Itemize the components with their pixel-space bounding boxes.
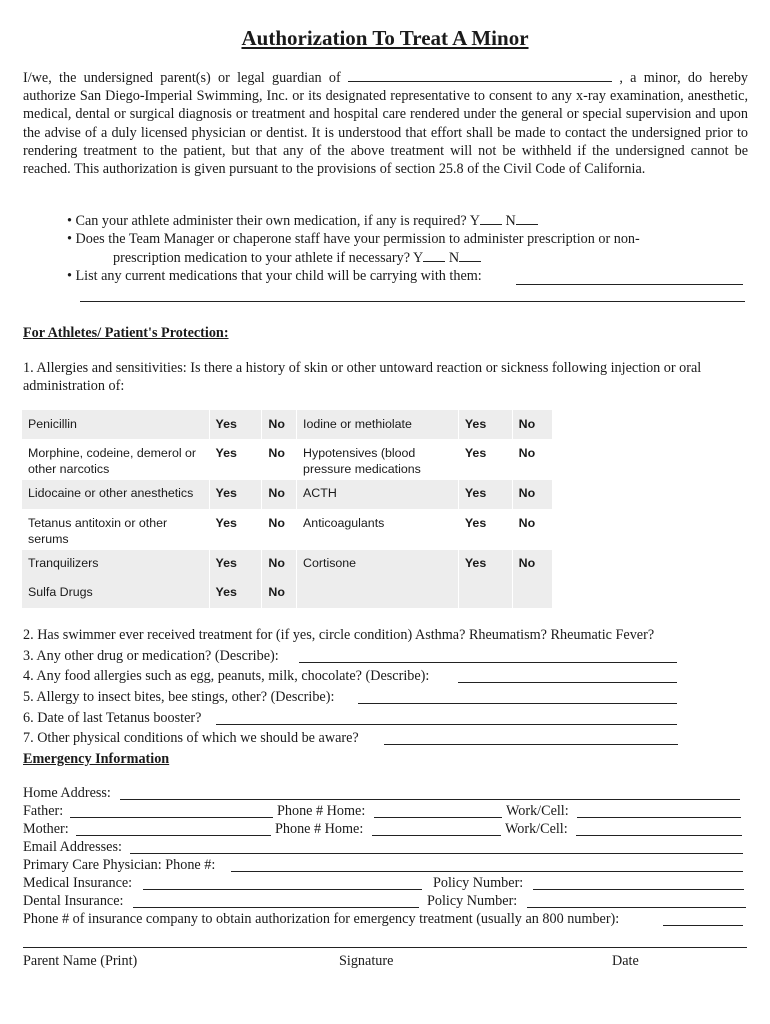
allergy-table	[22, 410, 553, 608]
date-label: Date	[612, 953, 639, 969]
yes-option[interactable]: Yes	[209, 439, 262, 480]
tetanus-field[interactable]	[216, 724, 677, 725]
yes-option[interactable]: Yes	[209, 410, 262, 439]
dental-insurance-field[interactable]	[133, 907, 419, 908]
father-phone-home-label: Phone # Home:	[277, 803, 366, 819]
physical-conditions-field[interactable]	[384, 744, 678, 745]
emergency-heading: Emergency Information	[23, 751, 170, 767]
table-row	[22, 439, 553, 480]
form-title: Authorization To Treat A Minor	[241, 26, 529, 50]
allergy-item: Penicillin	[22, 410, 209, 439]
signature-label: Signature	[339, 953, 394, 969]
no-option[interactable]: No	[262, 579, 297, 608]
no-option[interactable]: No	[262, 509, 297, 550]
no-option[interactable]: No	[262, 439, 297, 480]
bullet-self-medicate-no-label: N	[505, 213, 516, 229]
mother-work-cell-label: Work/Cell:	[505, 821, 568, 837]
bullet-self-medicate-question: Can your athlete administer their own medication, if any is required? Y	[75, 213, 480, 229]
no-option[interactable]: No	[262, 480, 297, 509]
email-label: Email Addresses:	[23, 839, 122, 855]
minor-name-field[interactable]	[348, 69, 612, 82]
bullet-staff-permission-cont	[113, 249, 481, 267]
food-allergy-field[interactable]	[458, 682, 677, 683]
yes-option[interactable]: Yes	[458, 439, 512, 480]
physician-field[interactable]	[231, 871, 743, 872]
bullet-self-medicate	[67, 212, 538, 230]
no-option[interactable]: No	[512, 439, 552, 480]
bullet-dot-icon: •	[67, 231, 72, 247]
staff-permission-no-field[interactable]	[459, 249, 481, 262]
father-name-field[interactable]	[70, 817, 273, 818]
yes-option[interactable]: Yes	[209, 509, 262, 550]
yes-option[interactable]: Yes	[209, 579, 262, 608]
allergies-question: 1. Allergies and sensitivities: Is there a history of skin or other untoward reaction or sickness following injection or oral administration of:	[23, 360, 702, 395]
father-label: Father:	[23, 803, 64, 819]
current-medications-field[interactable]	[516, 284, 743, 285]
father-phone-home-field[interactable]	[374, 817, 502, 818]
mother-work-cell-field[interactable]	[576, 835, 742, 836]
medical-insurance-label: Medical Insurance:	[23, 875, 133, 891]
bullet-staff-permission-line2: prescription medication to your athlete if necessary? Y	[113, 250, 424, 266]
bullet-staff-permission-no-label: N	[448, 250, 460, 266]
no-option[interactable]: No	[512, 509, 552, 550]
yes-option[interactable]: Yes	[458, 550, 512, 579]
intro-after-blank: , a minor, do hereby authorize San Diego-Imperial Swimming, Inc. or its designated representative to consent to any x-ray examination, anesthetic, medical, dental or surgical diagnosis or treatment and hospital care rendered under the general or special supervision and upon the advise of a duly licensed physician or dentist. It is understood that effort shall be made to contact the undersigned prior to rendering treatment to the patient, but that any of the above treatment will not be withheld if the undersigned cannot be reached. This authorization is given pursuant to the provisions of section 25.8 of the Civil Code of California.	[23, 70, 749, 178]
table-row	[22, 550, 553, 579]
father-work-cell-field[interactable]	[577, 817, 741, 818]
mother-name-field[interactable]	[76, 835, 271, 836]
intro-before-blank: I/we, the undersigned parent(s) or legal guardian of	[23, 70, 341, 86]
allergy-item: Tranquilizers	[22, 550, 209, 579]
allergy-item: ACTH	[297, 480, 459, 509]
table-row	[22, 480, 553, 509]
protection-heading: For Athletes/ Patient's Protection:	[23, 325, 229, 341]
insect-allergy-field[interactable]	[358, 703, 677, 704]
dental-insurance-label: Dental Insurance:	[23, 893, 124, 909]
mother-phone-home-label: Phone # Home:	[275, 821, 364, 837]
insect-allergy-question: 5. Allergy to insect bites, bee stings, other? (Describe):	[23, 689, 335, 705]
medical-policy-field[interactable]	[533, 889, 744, 890]
allergy-item: Cortisone	[297, 550, 459, 579]
father-work-cell-label: Work/Cell:	[506, 803, 569, 819]
table-row	[22, 509, 553, 550]
authorization-paragraph	[23, 69, 748, 178]
allergy-item: Tetanus antitoxin or other serums	[22, 509, 209, 550]
no-option[interactable]: No	[262, 410, 297, 439]
table-row	[22, 410, 553, 439]
bullet-current-medications	[67, 268, 482, 285]
self-medicate-no-field[interactable]	[516, 212, 538, 225]
other-drug-question: 3. Any other drug or medication? (Describe):	[23, 648, 279, 664]
bullet-staff-permission	[67, 231, 640, 248]
medical-policy-label: Policy Number:	[433, 875, 524, 891]
yes-option[interactable]: Yes	[458, 509, 512, 550]
empty-cell	[512, 579, 552, 608]
tetanus-question: 6. Date of last Tetanus booster?	[23, 710, 202, 726]
home-address-label: Home Address:	[23, 785, 111, 801]
current-medications-field-2[interactable]	[80, 301, 745, 302]
table-row	[22, 579, 553, 608]
empty-cell	[458, 579, 512, 608]
mother-label: Mother:	[23, 821, 69, 837]
other-drug-field[interactable]	[299, 662, 677, 663]
dental-policy-label: Policy Number:	[427, 893, 518, 909]
yes-option[interactable]: Yes	[458, 480, 512, 509]
self-medicate-yes-field[interactable]	[480, 212, 502, 225]
yes-option[interactable]: Yes	[209, 480, 262, 509]
food-allergy-question: 4. Any food allergies such as egg, peanuts, milk, chocolate? (Describe):	[23, 668, 430, 684]
allergy-item: Hypotensives (blood pressure medications	[297, 439, 459, 480]
staff-permission-yes-field[interactable]	[423, 249, 445, 262]
no-option[interactable]: No	[512, 480, 552, 509]
no-option[interactable]: No	[512, 410, 552, 439]
insurance-phone-field[interactable]	[663, 925, 743, 926]
allergy-item: Morphine, codeine, demerol or other narcotics	[22, 439, 209, 480]
no-option[interactable]: No	[512, 550, 552, 579]
allergy-item: Anticoagulants	[297, 509, 459, 550]
allergy-item: Sulfa Drugs	[22, 579, 209, 608]
allergy-item-empty	[297, 579, 459, 608]
bullet-staff-permission-line1: Does the Team Manager or chaperone staff have your permission to administer prescription or non-	[75, 231, 640, 247]
treatment-question: 2. Has swimmer ever received treatment for (if yes, circle condition) Asthma? Rheumatism? Rheumatic Fever?	[23, 627, 655, 643]
bullet-current-medications-label: List any current medications that your child will be carrying with them:	[75, 268, 482, 284]
email-field[interactable]	[130, 853, 743, 854]
allergy-item: Lidocaine or other anesthetics	[22, 480, 209, 509]
physician-label: Primary Care Physician: Phone #:	[23, 857, 216, 873]
bullet-dot-icon: •	[67, 268, 72, 284]
dental-policy-field[interactable]	[527, 907, 746, 908]
parent-name-label: Parent Name (Print)	[23, 953, 138, 969]
yes-option[interactable]: Yes	[209, 550, 262, 579]
bullet-dot-icon: •	[67, 213, 72, 229]
signature-line[interactable]	[23, 947, 747, 948]
medical-insurance-field[interactable]	[143, 889, 422, 890]
insurance-phone-label: Phone # of insurance company to obtain authorization for emergency treatment (usually an 800 number):	[23, 911, 620, 927]
yes-option[interactable]: Yes	[458, 410, 512, 439]
no-option[interactable]: No	[262, 550, 297, 579]
allergy-item: Iodine or methiolate	[297, 410, 459, 439]
home-address-field[interactable]	[120, 799, 740, 800]
physical-conditions-question: 7. Other physical conditions of which we should be aware?	[23, 730, 359, 746]
mother-phone-home-field[interactable]	[372, 835, 501, 836]
